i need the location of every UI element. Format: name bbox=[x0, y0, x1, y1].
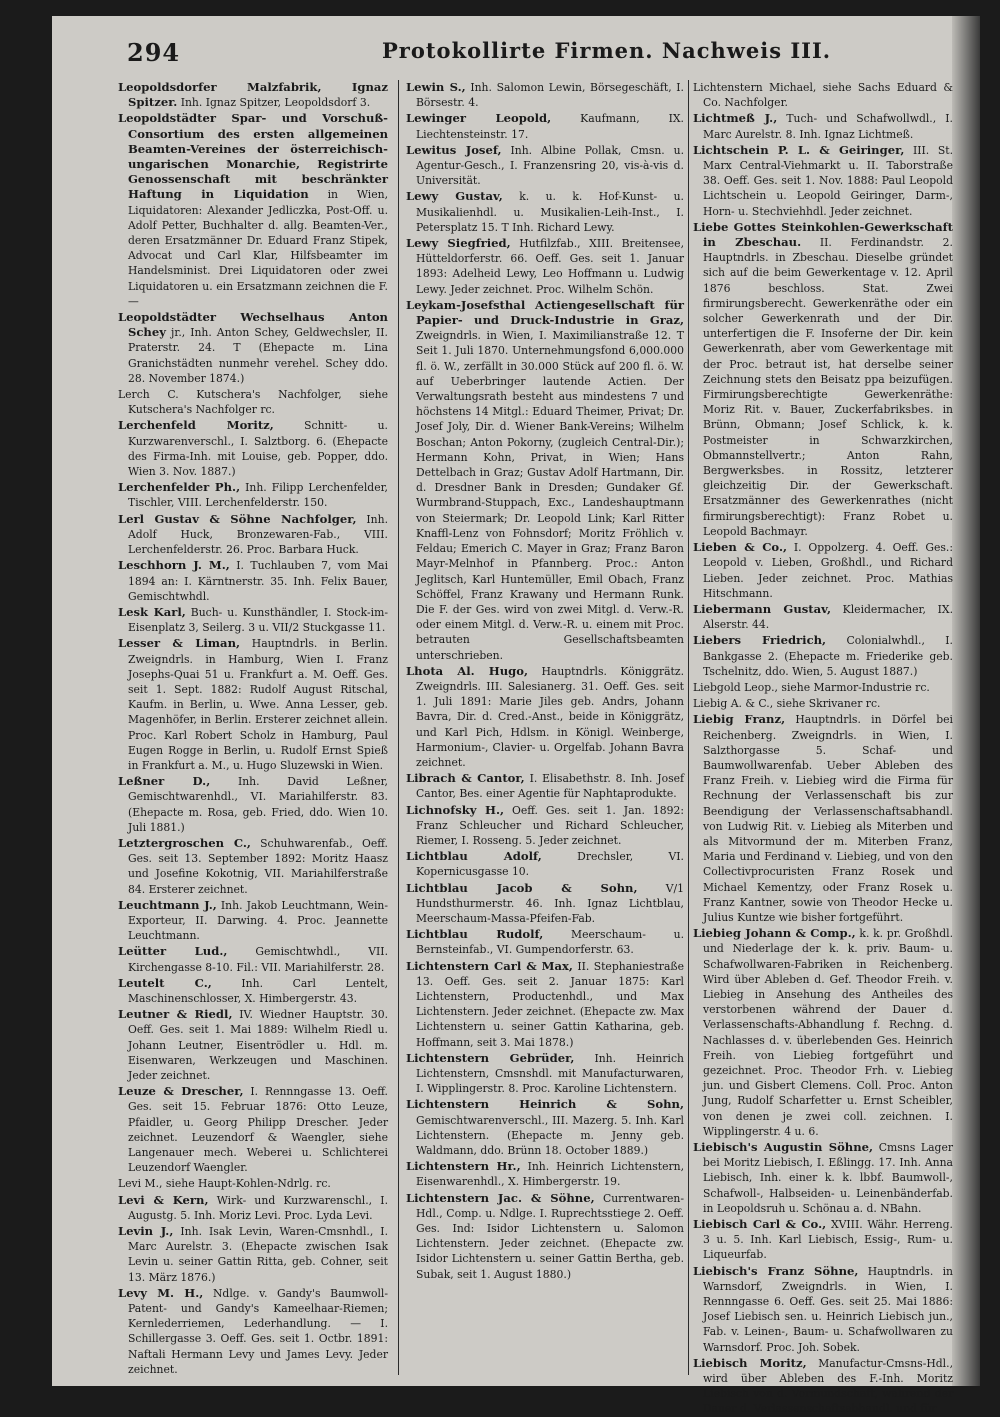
firm-name: Lichtenstern Carl & Max, bbox=[406, 958, 573, 973]
firm-details: Wirk- und Kurzwarenschl., I. Augustg. 5. Inh. Moriz Levi. Proc. Lyda Levi. bbox=[128, 1193, 389, 1222]
directory-entry bbox=[693, 143, 953, 219]
directory-entry bbox=[693, 80, 953, 110]
directory-entry bbox=[693, 1140, 953, 1216]
firm-details: Currentwaren-Hdl., Comp. u. Ndlge. I. Ruprechtsstiege 2. Oeff. Ges. Ind: Isidor Lichtenstern u. Salomon Lichtenstern. Jeder zeichnet. (Ehepacte zw. Isidor Lichtenstern u. seiner Gattin Bertha, geb. Subak, seit 1. August 1880.) bbox=[416, 1191, 684, 1281]
firm-name: Lerchenfelder Ph., bbox=[118, 480, 241, 495]
firm-name: Lichtblau Adolf, bbox=[406, 849, 542, 864]
firm-name: Liebe Gottes Steinkohlen-Gewerkschaft in Zbeschau. bbox=[693, 219, 953, 250]
firm-details: XVIII. Währ. Herreng. 3 u. 5. Inh. Karl Liebisch, Essig-, Rum- u. Liqueurfab. bbox=[703, 1218, 953, 1262]
firm-name: Lichtschein P. L. & Geiringer, bbox=[693, 142, 905, 157]
column-divider-right bbox=[688, 80, 689, 1375]
directory-entry bbox=[118, 1193, 388, 1223]
firm-name: Leuchtmann J., bbox=[118, 897, 217, 912]
firm-name: Liebig Franz, bbox=[693, 712, 786, 727]
directory-entry bbox=[406, 298, 684, 663]
firm-name: Lichnofsky H., bbox=[406, 802, 505, 817]
directory-entry bbox=[406, 1159, 684, 1189]
firm-details: Lerch C. Kutschera's Nachfolger, siehe Kutschera's Nachfolger rc. bbox=[118, 388, 388, 417]
firm-name: Leykam-Josefsthal Actiengesellschaft für Papier- und Druck-Industrie in Graz, bbox=[406, 297, 684, 328]
firm-details: Hauptndrls. in Dörfel bei Reichenberg. Zweigndrls. in Wien, I. Salzthorgasse 5. Schaf- und Baumwollwarenfab. Ueber Ableben des Franz Freih. v. Liebieg wird die Firma für Rechnung der Verlassenschaft bis zur Beendigung der Verlassenschaftsabhandl. von Ludwig Rit. v. Liebieg als Miterben und als Mitvormund der m. Miterben Franz, Maria und Ferdinand v. Liebieg, und von den Collectivprocuristen Franz Rosek und Michael Kementzy, oder Franz Rosek u. Franz Kantner, sowie von Theodor Hecke u. Julius Kuntze wie bisher fortgeführt. bbox=[703, 713, 953, 924]
firm-name: Levi & Kern, bbox=[118, 1192, 209, 1207]
firm-details: Inh. Adolf Huck, Bronzewaren-Fab., VIII. Lerchenfelderstr. 26. Proc. Barbara Huck. bbox=[128, 512, 389, 557]
firm-details: Levi M., siehe Haupt-Kohlen-Ndrlg. rc. bbox=[118, 1177, 331, 1191]
firm-details: Gemischtwarenverschl., III. Mazerg. 5. Inh. Karl Lichtenstern. (Ehepacte m. Jenny geb. Waldmann, ddo. Brünn 18. October 1889.) bbox=[416, 1113, 684, 1158]
firm-details: I. Rennngasse 13. Oeff. Ges. seit 15. Februar 1876: Otto Leuze, Pfaidler, u. Georg Philipp Drescher. Jeder zeichnet. Leuzendorf & Waengler, siehe Langenauer mech. Weberei u. Schlichterei Leuzendorf Waengler. bbox=[128, 1085, 388, 1175]
directory-entry bbox=[118, 944, 388, 974]
firm-name: Lieben & Co., bbox=[693, 540, 788, 555]
directory-entry bbox=[693, 540, 953, 601]
firm-name: Leuze & Drescher, bbox=[118, 1084, 244, 1099]
directory-entry bbox=[693, 220, 953, 539]
directory-entry bbox=[693, 680, 953, 695]
directory-entry bbox=[693, 1264, 953, 1355]
firm-details: Meerschaum- u. Bernsteinfab., VI. Gumpendorferstr. 63. bbox=[416, 928, 684, 957]
book-page bbox=[52, 16, 980, 1416]
directory-entry bbox=[406, 1191, 684, 1282]
firm-details: Inh. David Leßner, Gemischtwarenhdl., VI. Mariahilferstr. 83. (Ehepacte m. Rosa, geb. Fried, ddo. Wien 10. Juli 1881.) bbox=[128, 775, 388, 834]
directory-entry bbox=[118, 1286, 388, 1377]
firm-name: Leutner & Riedl, bbox=[118, 1007, 233, 1022]
firm-name: Liebieg Johann & Comp., bbox=[693, 926, 856, 941]
firm-name: Lichtenstern Hr., bbox=[406, 1159, 521, 1174]
firm-details: Inh. Heinrich Lichtenstern, Cmsnshdl. mit Manufacturwaren, I. Wipplingerstr. 8. Proc. Karoline Lichtenstern. bbox=[416, 1051, 684, 1096]
firm-details: Hauptndrls. in Berlin. Zweigndrls. in Hamburg, Wien I. Franz Josephs-Quai 51 u. Frankfurt a. M. Oeff. Ges. seit 1. Sept. 1882: Rudolf August Ritschal, Kaufm. in Berlin, u. Wwe. Anna Lesser, geb. Magenhöfer, in Berlin. Ersterer zeichnet allein. Proc. Karl Robert Scholz in Hamburg, Paul Eugen Rogge in Berlin, u. Rudolf Ernst Spieß in Frankfurt a. M., u. Hugo Sluzewski in Wien. bbox=[128, 637, 388, 772]
firm-details: Inh. Salomon Lewin, Börsegeschäft, I. Börsestr. 4. bbox=[416, 81, 684, 110]
directory-entry bbox=[118, 1176, 388, 1191]
directory-entry bbox=[118, 512, 388, 558]
firm-name: Leopoldstädter Spar- und Vorschuß-Consortium des ersten allgemeinen Beamten-Vereines der österreichisch-ungarischen Monarchie, Registrirte Genossenschaft mit beschränkter Haftung in Liquidation bbox=[118, 111, 388, 202]
firm-details: Inh. Albine Pollak, Cmsn. u. Agentur-Gesch., I. Franzensring 20, vis-à-vis d. Universität. bbox=[416, 143, 685, 188]
firm-name: Lichtmeß J., bbox=[693, 111, 778, 126]
directory-entry bbox=[406, 143, 684, 189]
firm-details: I. Tuchlauben 7, vom Mai 1894 an: I. Kärntnerstr. 35. Inh. Felix Bauer, Gemischtwhdl. bbox=[128, 559, 389, 603]
firm-details: Inh. Heinrich Lichtenstern, Eisenwarenhdl., X. Himbergerstr. 19. bbox=[416, 1160, 685, 1189]
directory-entry bbox=[118, 1224, 388, 1285]
directory-entry bbox=[406, 189, 684, 235]
page-number: 294 bbox=[127, 38, 181, 67]
firm-details: Kaufmann, IX. Liechtensteinstr. 17. bbox=[416, 112, 684, 141]
firm-name: Lerl Gustav & Söhne Nachfolger, bbox=[118, 511, 357, 526]
directory-entry bbox=[693, 111, 953, 141]
firm-name: Lerchenfeld Moritz, bbox=[118, 418, 274, 433]
firm-details: Inh. Jakob Leuchtmann, Wein-Exporteur, II. Darwing. 4. Proc. Jeannette Leuchtmann. bbox=[128, 898, 388, 943]
directory-entry bbox=[118, 111, 388, 309]
firm-details: Lichtenstern Michael, siehe Sachs Eduard & Co. Nachfolger. bbox=[693, 81, 953, 110]
firm-name: Lesk Karl, bbox=[118, 604, 186, 619]
firm-details: Gemischtwhdl., VII. Kirchengasse 8-10. Fil.: VII. Mariahilferstr. 28. bbox=[128, 945, 388, 974]
firm-details: II. Stephaniestraße 13. Oeff. Ges. seit 2. Januar 1875: Karl Lichtenstern, Productenhdl., und Max Lichtenstern. Jeder zeichnet. (Ehepacte zw. Max Lichtenstern u. seiner Gattin Katharina, geb. Hoffmann, seit 3. Mai 1878.) bbox=[416, 959, 685, 1049]
firm-name: Leopoldstädter Wechselhaus Anton Schey bbox=[118, 310, 388, 340]
firm-name: Liebisch Carl & Co., bbox=[693, 1217, 827, 1232]
directory-entry bbox=[693, 926, 953, 1139]
firm-details: V/1 Hundsthurmerstr. 46. Inh. Ignaz Lichtblau, Meerschaum-Massa-Pfeifen-Fab. bbox=[416, 881, 685, 925]
firm-details: Colonialwhdl., I. Bankgasse 2. (Ehepacte m. Friederike geb. Tschelnitz, ddo. Wien, 5. August 1887.) bbox=[703, 634, 953, 678]
firm-name: Lewinger Leopold, bbox=[406, 111, 552, 126]
firm-details: Kleidermacher, IX. Alserstr. 44. bbox=[703, 602, 953, 632]
page-title: Protokollirte Firmen. Nachweis III. bbox=[382, 38, 832, 63]
firm-details: Hutfilzfab., XIII. Breitensee, Hütteldorferstr. 66. Oeff. Ges. seit 1. Januar 1893: Adelheid Lewy, Leo Hoffmann u. Ludwig Lewy. Jeder zeichnet. Proc. Wilhelm Schön. bbox=[416, 237, 684, 296]
firm-details: Schnitt- u. Kurzwarenverschl., I. Salztborg. 6. (Ehepacte des Firma-Inh. mit Louise, geb. Popper, ddo. Wien 3. Nov. 1887.) bbox=[128, 419, 388, 479]
firm-name: Lesser & Liman, bbox=[118, 636, 241, 651]
firm-details: Hauptndrls. in Warnsdorf, Zweigndrls. in Wien, I. Rennngasse 6. Oeff. Ges. seit 25. Mai 1886: Josef Liebisch sen. u. Heinrich Liebisch jun., Fab. v. Leinen-, Baum- u. Schafwollwaren zu Warnsdorf. Proc. Joh. Sobek. bbox=[703, 1264, 953, 1354]
firm-details: Ndlge. v. Gandy's Baumwoll-Patent- und Gandy's Kameelhaar-Riemen; Kernlederriemen, Lederhandlung. — I. Schillergasse 3. Oeff. Ges. seit 1. Octbr. 1891: Naftali Hermann Levy und James Levy. Jeder zeichnet. bbox=[128, 1286, 388, 1376]
firm-name: Liebisch Moritz, bbox=[693, 1355, 807, 1370]
directory-entry bbox=[406, 111, 684, 141]
directory-entry bbox=[118, 558, 388, 604]
directory-entry bbox=[118, 310, 388, 386]
book-spine-shadow bbox=[952, 16, 980, 1386]
directory-entry bbox=[693, 1217, 953, 1263]
firm-details: III. St. Marx Central-Viehmarkt u. II. Taborstraße 38. Oeff. Ges. seit 1. Nov. 1888: Paul Leopold Lichtschein u. Leopold Geiringer, Darm-, Horn- u. Stechviehhdl. Jeder zeichnet. bbox=[703, 143, 954, 218]
directory-entry bbox=[118, 1007, 388, 1083]
firm-name: Letztergroschen C., bbox=[118, 835, 251, 850]
firm-details: Tuch- und Schafwollwdl., I. Marc Aurelstr. 8. Inh. Ignaz Lichtmeß. bbox=[703, 112, 953, 141]
firm-details: k. k. pr. Großhdl. und Niederlage der k. k. priv. Baum- u. Schafwollwaren-Fabriken in Reichenberg. Wird über Ableben d. Gef. Theodor Freih. v. Liebieg in Ansehung des Antheiles des verstorbenen während der Dauer d. Verlassenschafts-Abhandlung f. Rechng. d. Nachlasses d. v. überlebenden Ges. Heinrich Freih. von Liebieg fortgeführt und gezeichnet. Proc. Theodor Frh. v. Liebieg jun. und Gisbert Clemens. Coll. Proc. Anton Jung, Rudolf Scharfetter u. Ernst Scheibler, von denen je zwei coll. zeichnen. I. Wipplingerstr. 4 u. 6. bbox=[703, 927, 954, 1138]
firm-name: Liebers Friedrich, bbox=[693, 633, 827, 648]
directory-entry bbox=[118, 80, 388, 110]
firm-details: Manufactur-Cmsns-Hdl., wird über Ableben des F.-Inh. Moritz Liebisch von d. Vormundschaft, während der Dauer d. Verlassenschaftsabhandl. und für bbox=[703, 1356, 953, 1416]
firm-details: k. u. k. Hof-Kunst- u. Musikalienhdl. u. Musikalien-Leih-Inst., I. Petersplatz 15. T Inh. Richard Lewy. bbox=[416, 190, 684, 234]
directory-entry bbox=[406, 80, 684, 110]
firm-name: Leschhorn J. M., bbox=[118, 558, 230, 573]
firm-name: Lewin S., bbox=[406, 80, 466, 94]
firm-details: Oeff. Ges. seit 1. Jan. 1892: Franz Schleucher und Richard Schleucher, Riemer, I. Rosseng. 5. Jeder zeichnet. bbox=[416, 803, 684, 847]
firm-details: Hauptndrls. Königgrätz. Zweigndrls. III. Salesianerg. 31. Oeff. Ges. seit 1. Juli 1891: Marie Jiles geb. Andrs, Johann Bavra, Dir. d. Cred.-Anst., beide in Königgrätz, und Karl Pich, Hdlsm. in Königl. Weinberge, Harmonium-, Clavier- u. Orgelfab. Johann Bavra zeichnet. bbox=[416, 664, 684, 769]
firm-details: Inh. Carl Lentelt, Maschinenschlosser, X. Himbergerstr. 43. bbox=[128, 976, 388, 1005]
directory-entry bbox=[118, 480, 388, 510]
firm-name: Leßner D., bbox=[118, 774, 211, 789]
directory-entry bbox=[118, 636, 388, 773]
firm-details: II. Ferdinandstr. 2. Hauptndrls. in Zbeschau. Dieselbe gründet sich auf die beim Gewerkentage v. 12. April 1876 beschloss. Stat. Zwei firmirungsberecht. Gewerkenräthe oder ein solcher Gewerkenrath und der Dir. unterfertigen die F. Insoferne der Dir. kein Gewerkenrath, aber vom Gewerkentage mit der Proc. betraut ist, hat derselbe seiner Zeichnung stets den Beisatz ppa beizufügen. Firmirungsberechtigte Gewerkenräthe: Moriz Rit. v. Bauer, Zuckerfabriksbes. in Brünn, Obmann; Josef Schlick, k. k. Postmeister in Schwarzkirchen, Obmannstellvertr.; Anton Rahn, Bergwerksbes. in Rossitz, letzterer gleichzeitig Dir. der Gewerkschaft. Ersatzmänner des Gewerkenrathes (nicht firmirungsberechtigt): Franz Robet u. Leopold Bachmayr. bbox=[703, 236, 953, 538]
firm-details: in Wien, Liquidatoren: Alexander Jedliczka, Post-Off. u. Adolf Petter, Buchhalter d. allg. Beamten-Ver., deren Ersatzmänner Dr. Eduard Franz Stipek, Advocat und Carl Klar, Hilfsbeamter im Handelsminist. Drei Liquidatoren oder zwei Liquidatoren u. ein Ersatzmann zeichnen die F. — bbox=[128, 188, 389, 308]
directory-entry bbox=[406, 1051, 684, 1097]
directory-entry bbox=[406, 959, 684, 1050]
firm-details: Buch- u. Kunsthändler, I. Stock-im-Eisenplatz 3, Seilerg. 3 u. VII/2 Stuckgasse 11. bbox=[128, 605, 388, 635]
directory-entry bbox=[118, 418, 388, 479]
directory-entry bbox=[693, 1356, 953, 1417]
firm-details: Zweigndrls. in Wien, I. Maximilianstraße 12. T Seit 1. Juli 1870. Unternehmungsfond 6,000.000 fl. ö. W., zerfällt in 30.000 Stück auf 200 fl. ö. W. auf Ueberbringer lautende Actien. Der Verwaltungsrath besteht aus mindestens 7 und höchstens 14 Mitgl.: Eduard Theimer, Privat; Dr. Josef Joly, Dir. d. Wiener Bank-Vereins; Wilhelm Boschan; Anton Pokorny, (zugleich Central-Dir.); Hermann Kohn, Privat, in Wien; Hans Dettelbach in Graz; Gustav Adolf Hartmann, Dir. d. Dresdner Bank in Dresden; Gundaker Gf. Wurmbrand-Stuppach, Exc., Landeshauptmann von Steiermark; Dr. Leopold Link; Karl Ritter Knaffl-Lenz von Fohnsdorf; Moritz Fröhlich v. Feldau; Emerich C. Mayer in Graz; Franz Baron Mayr-Melnhof in Pfannberg. Proc.: Anton Jeglitsch, Karl Huntemüller, Emil Obach, Franz Schöffel, Franz Krawany und Hermann Runk. Die F. der Ges. wird von zwei Mitgl. d. Verw.-R. oder einem Mitgl. d. Verw.-R. u. einem mit Proc. betrauten Gesellschaftsbeamten unterschrieben. bbox=[416, 329, 684, 662]
firm-name: Levy M. H., bbox=[118, 1285, 204, 1300]
firm-name: Lichtblau Jacob & Sohn, bbox=[406, 880, 638, 895]
firm-name: Liebermann Gustav, bbox=[693, 601, 831, 616]
directory-entry bbox=[118, 976, 388, 1006]
firm-name: Lewy Gustav, bbox=[406, 189, 503, 204]
firm-details: Cmsns Lager bei Moritz Liebisch, I. Eßlingg. 17. Inh. Anna Liebisch, Inh. einer k. k. lbbf. Baumwoll-, Schafwoll-, Halbseiden- u. Leinenbänderfab. in Leopoldsruh u. Schönau a. d. NBahn. bbox=[703, 1141, 953, 1215]
directory-entry bbox=[406, 927, 684, 957]
directory-entry bbox=[693, 696, 953, 711]
directory-entry bbox=[406, 803, 684, 849]
firm-name: Leütter Lud., bbox=[118, 944, 228, 959]
firm-details: jr., Inh. Anton Schey, Geldwechsler, II. Praterstr. 24. T (Ehepacte m. Lina Granichstädten nunmehr verehel. Schey ddo. 28. November 1874.) bbox=[128, 326, 388, 385]
directory-entry bbox=[406, 771, 684, 801]
directory-entry bbox=[693, 712, 953, 925]
directory-entry bbox=[118, 605, 388, 635]
directory-entry bbox=[118, 836, 388, 897]
directory-column-left bbox=[118, 80, 388, 1380]
firm-details: Liebig A. & C., siehe Skrivaner rc. bbox=[693, 697, 881, 711]
firm-details: Liebgold Leop., siehe Marmor-Industrie rc. bbox=[693, 680, 930, 694]
firm-name: Lewitus Josef, bbox=[406, 142, 502, 157]
directory-entry bbox=[118, 774, 388, 835]
page-header bbox=[52, 16, 952, 67]
directory-column-middle bbox=[406, 80, 684, 1380]
firm-name: Librach & Cantor, bbox=[406, 771, 525, 786]
firm-details: IV. Wiedner Hauptstr. 30. Oeff. Ges. seit 1. Mai 1889: Wilhelm Riedl u. Johann Leutner, Eisentrödler u. Hdl. m. Eisenwaren, Werkzeugen und Maschinen. Jeder zeichnet. bbox=[128, 1008, 388, 1082]
directory-column-right bbox=[693, 80, 954, 1416]
firm-name: Lichtenstern Gebrüder, bbox=[406, 1050, 575, 1065]
directory-entry bbox=[406, 849, 684, 879]
column-divider-left bbox=[398, 80, 399, 1375]
firm-details: Inh. Isak Levin, Waren-Cmsnhdl., I. Marc Aurelstr. 3. (Ehepacte zwischen Isak Levin u. seiner Gattin Ritta, geb. Cohner, seit 13. März 1876.) bbox=[128, 1225, 389, 1284]
firm-details: Schuhwarenfab., Oeff. Ges. seit 13. September 1892: Moritz Haasz und Josefine Kokotnig, VII. Mariahilferstraße 84. Ersterer zeichnet. bbox=[128, 836, 388, 896]
directory-entry bbox=[693, 602, 953, 632]
firm-name: Leopoldsdorfer Malzfabrik, Ignaz Spitzer. bbox=[118, 80, 388, 110]
firm-name: Lichtenstern Heinrich & Sohn, bbox=[406, 1097, 684, 1112]
directory-entry bbox=[406, 881, 684, 927]
firm-name: Lhota Al. Hugo, bbox=[406, 663, 528, 678]
firm-details: Inh. Filipp Lerchenfelder, Tischler, VIII. Lerchenfelderstr. 150. bbox=[128, 481, 388, 510]
directory-entry bbox=[118, 387, 388, 417]
directory-entry bbox=[406, 664, 684, 770]
firm-name: Liebisch's Augustin Söhne, bbox=[693, 1140, 874, 1155]
firm-name: Leutelt C., bbox=[118, 975, 212, 990]
firm-name: Lichtenstern Jac. & Söhne, bbox=[406, 1190, 595, 1205]
firm-name: Levin J., bbox=[118, 1224, 174, 1239]
directory-entry bbox=[118, 898, 388, 944]
firm-details: I. Oppolzerg. 4. Oeff. Ges.: Leopold v. Lieben, Großhdl., und Richard Lieben. Jeder zeichnet. Proc. Mathias Hitschmann. bbox=[703, 541, 954, 600]
firm-name: Liebisch's Franz Söhne, bbox=[693, 1263, 859, 1278]
directory-entry bbox=[406, 1097, 684, 1158]
firm-details: Inh. Ignaz Spitzer, Leopoldsdorf 3. bbox=[180, 96, 371, 110]
firm-details: I. Elisabethstr. 8. Inh. Josef Cantor, Bes. einer Agentie für Naphtaprodukte. bbox=[416, 772, 684, 801]
directory-entry bbox=[118, 1084, 388, 1175]
directory-entry bbox=[406, 236, 684, 297]
directory-entry bbox=[693, 633, 953, 679]
firm-details: Drechsler, VI. Kopernicusgasse 10. bbox=[416, 850, 684, 879]
firm-name: Lichtblau Rudolf, bbox=[406, 927, 544, 942]
firm-name: Lewy Siegfried, bbox=[406, 236, 511, 251]
